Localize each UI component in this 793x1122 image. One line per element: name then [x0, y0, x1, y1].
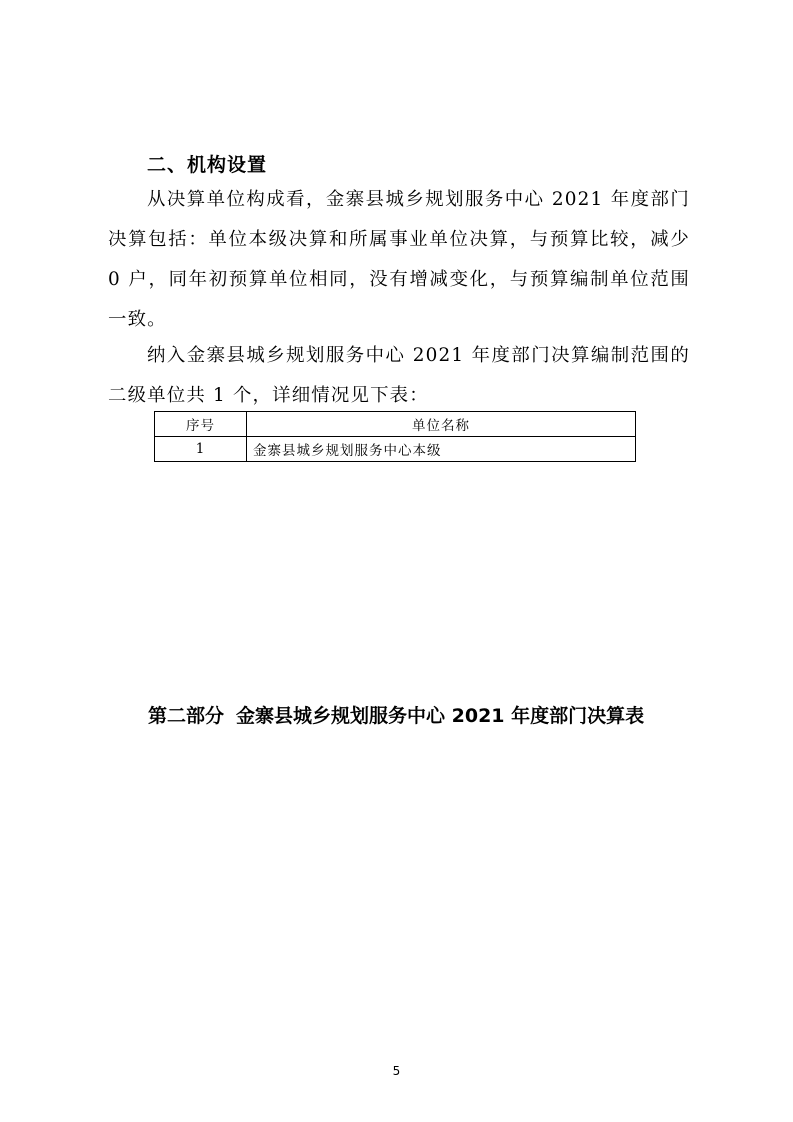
table-row	[155, 437, 636, 462]
cell-unit-name: 金寨县城乡规划服务中心本级	[247, 437, 636, 462]
page-number: 5	[392, 1064, 401, 1078]
header-serial-number: 序号	[155, 412, 247, 437]
table-header-row	[155, 412, 636, 437]
cell-serial-number: 1	[155, 437, 247, 462]
part-name: 金寨县城乡规划服务中心 2021 年度部门决算表	[236, 705, 645, 727]
section-heading: 二、机构设置	[147, 154, 268, 176]
part-label: 第二部分	[148, 705, 225, 727]
unit-table	[154, 411, 636, 462]
part-title	[148, 701, 644, 728]
body-paragraph-1: 从决算单位构成看，金寨县城乡规划服务中心 2021 年度部门决算包括：单位本级决算和所属事业单位决算，与预算比较，减少 0 户，同年初预算单位相同，没有增减变化，与预算编制单位范围一致。	[108, 189, 690, 330]
body-paragraph-2: 纳入金寨县城乡规划服务中心 2021 年度部门决算编制范围的二级单位共 1 个，详细情况见下表：	[108, 345, 690, 406]
header-unit-name: 单位名称	[247, 412, 636, 437]
